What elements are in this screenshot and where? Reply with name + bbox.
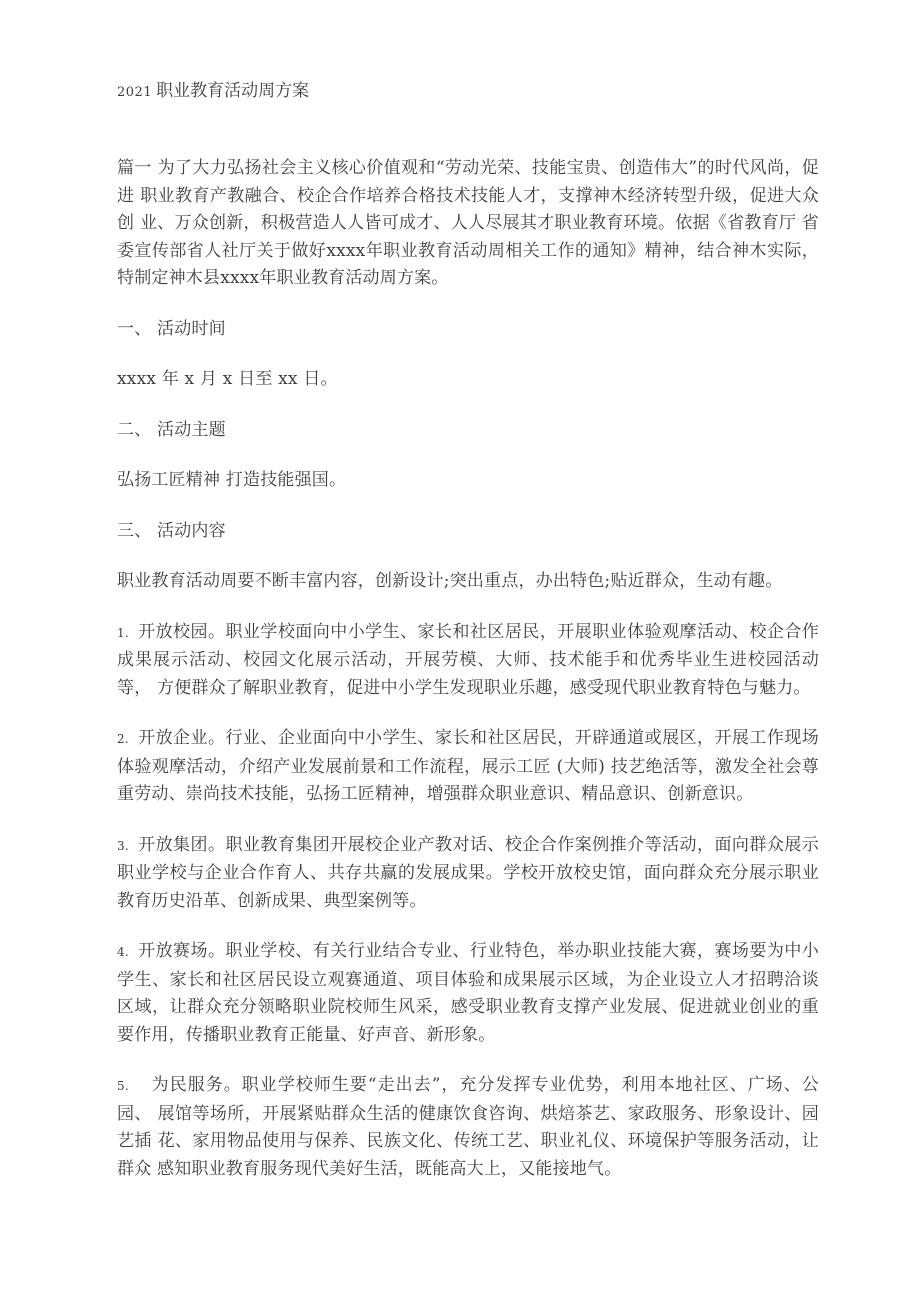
title-text: 职业教育活动周方案	[156, 81, 310, 101]
document-page	[117, 78, 819, 1206]
list-item-2-number: 2.	[117, 732, 129, 746]
list-item-4-number: 4.	[117, 945, 129, 959]
section-3-body: 职业教育活动周要不断丰富内容，创新设计;突出重点，办出特色;贴近群众，生动有趣。	[117, 571, 783, 591]
list-item-1-text: 开放校园。职业学校面向中小学生、家长和社区居民，开展职业体验观摩活动、校企合作 成果展示活动、校园文化展示活动，开展劳模、大师、技术能手和优秀毕业生进校园活动等， 方便群众了解职业教育，促进中小学生发现职业乐趣，感受现代职业教育特色与魅力。	[117, 621, 819, 698]
list-item-1-number: 1.	[117, 625, 129, 640]
list-item-2-text: 开放企业。行业、企业面向中小学生、家长和社区居民，开辟通道或展区，开展工作现场 体验观摩活动，介绍产业发展前景和工作流程，展示工匠 (大师) 技艺绝活等，激发全社会尊 重劳动、崇尚技术技能，弘扬工匠精神，增强群众职业意识、精品意识、创新意识。	[117, 728, 819, 804]
list-item-3	[117, 832, 819, 916]
title-year: 2021	[117, 85, 153, 100]
section-1-body: xxxx 年 x 月 x 日至 xx 日。	[117, 369, 338, 389]
section-1-heading: 一、 活动时间	[117, 318, 226, 339]
list-item-3-text: 开放集团。职业教育集团开展校企业产教对话、校企合作案例推介等活动，面向群众展示 职业学校与企业合作育人、共存共赢的发展成果。学校开放校史馆，面向群众充分展示职业 教育历史沿革、创新成果、典型案例等。	[117, 834, 819, 911]
section-2-heading: 二、 活动主题	[117, 419, 226, 440]
list-item-5-number: 5.	[117, 1079, 129, 1093]
list-item-2	[117, 725, 819, 809]
list-item-4	[117, 938, 819, 1049]
intro-paragraph: 篇一 为了大力弘扬社会主义核心价值观和“劳动光荣、技能宝贵、创造伟大”的时代风尚，促进 职业教育产教融合、校企合作培养合格技术技能人才，支撑神木经济转型升级，促进大众创 业、万众创新，积极营造人人皆可成才、人人尽展其才职业教育环境。依据《省教育厅 省 委宣传部省人社厅关于做好xxxx年职业教育活动周相关工作的通知》精神，结合神木实际， 特制定神木县xxxx年职业教育活动周方案。	[117, 158, 819, 288]
list-item-1	[117, 619, 819, 703]
list-item-4-text: 开放赛场。职业学校、有关行业结合专业、行业特色，举办职业技能大赛，赛场要为中小 学生、家长和社区居民设立观赛通道、项目体验和成果展示区域，为企业设立人才招聘洽谈 区域，让群众充分领略职业院校师生风采，感受职业教育支撑产业发展、促进就业创业的重 要作用，传播职业教育正能量、好声音、新形象。	[117, 941, 819, 1045]
list-item-3-number: 3.	[117, 838, 129, 853]
document-title	[117, 78, 819, 106]
list-item-5	[117, 1072, 819, 1183]
section-3-heading: 三、 活动内容	[117, 520, 226, 541]
section-2-body: 弘扬工匠精神 打造技能强国。	[117, 470, 347, 490]
list-item-5-text: 为民服务。职业学校师生要“走出去”，充分发挥专业优势，利用本地社区、广场、公园、 展馆等场所，开展紧贴群众生活的健康饮食咨询、烘焙茶艺、家政服务、形象设计、园艺插 花、家用物品使用与保养、民族文化、传统工艺、职业礼仪、环境保护等服务活动，让群众 感知职业教育服务现代美好生活，既能高大上，又能接地气。	[117, 1075, 819, 1179]
